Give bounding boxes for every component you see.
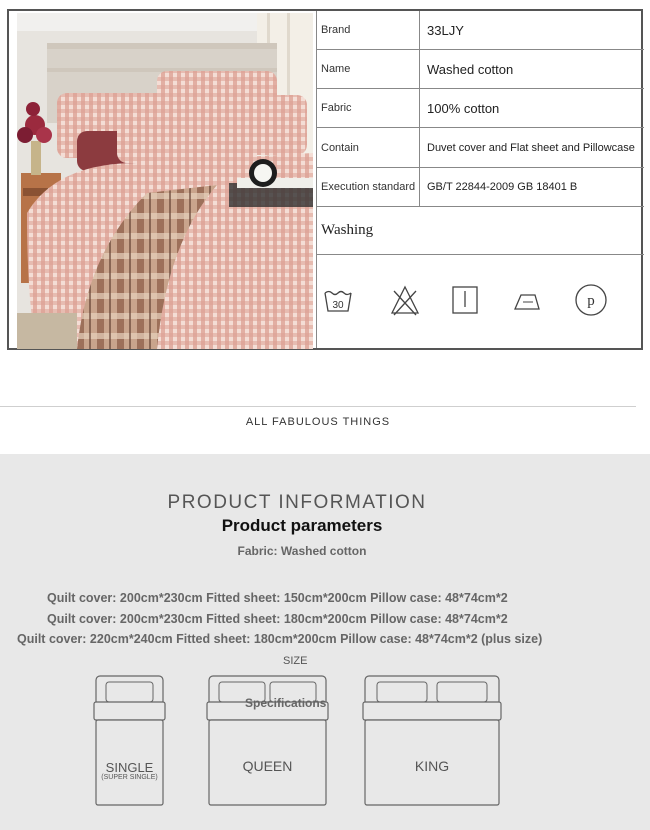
spec-value: GB/T 22844-2009 GB 18401 B (427, 181, 578, 193)
wash-temp-text: 30 (332, 300, 344, 311)
bed-label-queen: QUEEN (242, 758, 293, 774)
no-bleach-icon (390, 285, 420, 317)
size-line-king: Quilt cover: 220cm*240cm Fitted sheet: 180cm*200cm Pillow case: 48*74cm*2 (plus size) (17, 632, 543, 646)
hang-dry-icon (451, 285, 479, 315)
dry-clean-p-icon (574, 283, 608, 317)
bed-outline-single (92, 674, 167, 809)
bed-outline-queen (205, 674, 330, 809)
product-parameters-heading: Product parameters (221, 516, 383, 535)
bedding-illustration (17, 13, 313, 349)
spec-value: 33LJY (427, 22, 464, 38)
spec-key: Name (317, 50, 420, 88)
fabric-line: Fabric: Washed cotton (237, 544, 367, 558)
section-divider (0, 406, 636, 407)
bed-diagram-queen (205, 674, 330, 809)
spec-row-fabric (317, 89, 644, 128)
spec-row-name (317, 50, 644, 89)
size-label: SIZE (283, 655, 308, 667)
tagline: ALL FABULOUS THINGS (245, 416, 391, 428)
bed-diagram-single (92, 674, 167, 809)
bed-outline-king (361, 674, 503, 809)
specifications-label: Specifications (245, 696, 327, 710)
product-info-heading: PRODUCT INFORMATION (167, 492, 427, 513)
bedding-photo (17, 13, 313, 349)
spec-row-contain (317, 128, 644, 168)
spec-key: Contain (317, 128, 420, 167)
wash-30-icon (323, 285, 353, 315)
spec-key: Fabric (317, 89, 420, 127)
dry-clean-letter: p (587, 293, 595, 309)
product-info-panel (0, 454, 650, 830)
spec-key: Brand (317, 11, 420, 49)
spec-key: Execution standard (317, 168, 420, 206)
iron-icon (513, 289, 543, 313)
product-spec-card (7, 9, 643, 350)
spec-row-execution-standard (317, 168, 644, 207)
spec-row-brand (317, 11, 644, 50)
care-icons (317, 257, 644, 347)
spec-value: Duvet cover and Flat sheet and Pillowcase (427, 141, 635, 154)
size-line-queen: Quilt cover: 200cm*230cm Fitted sheet: 180cm*200cm Pillow case: 48*74cm*2 (47, 612, 508, 626)
size-line-single: Quilt cover: 200cm*230cm Fitted sheet: 150cm*200cm Pillow case: 48*74cm*2 (47, 591, 508, 605)
bed-label-king: KING (414, 758, 450, 774)
bed-sublabel-single: (SUPER SINGLE) (101, 774, 158, 781)
bed-diagram-king (361, 674, 503, 809)
spec-value: 100% cotton (427, 100, 500, 116)
bed-label-single: SINGLE (105, 760, 154, 775)
washing-heading: Washing (317, 207, 644, 255)
spec-table (316, 11, 644, 348)
spec-value: Washed cotton (427, 61, 514, 77)
